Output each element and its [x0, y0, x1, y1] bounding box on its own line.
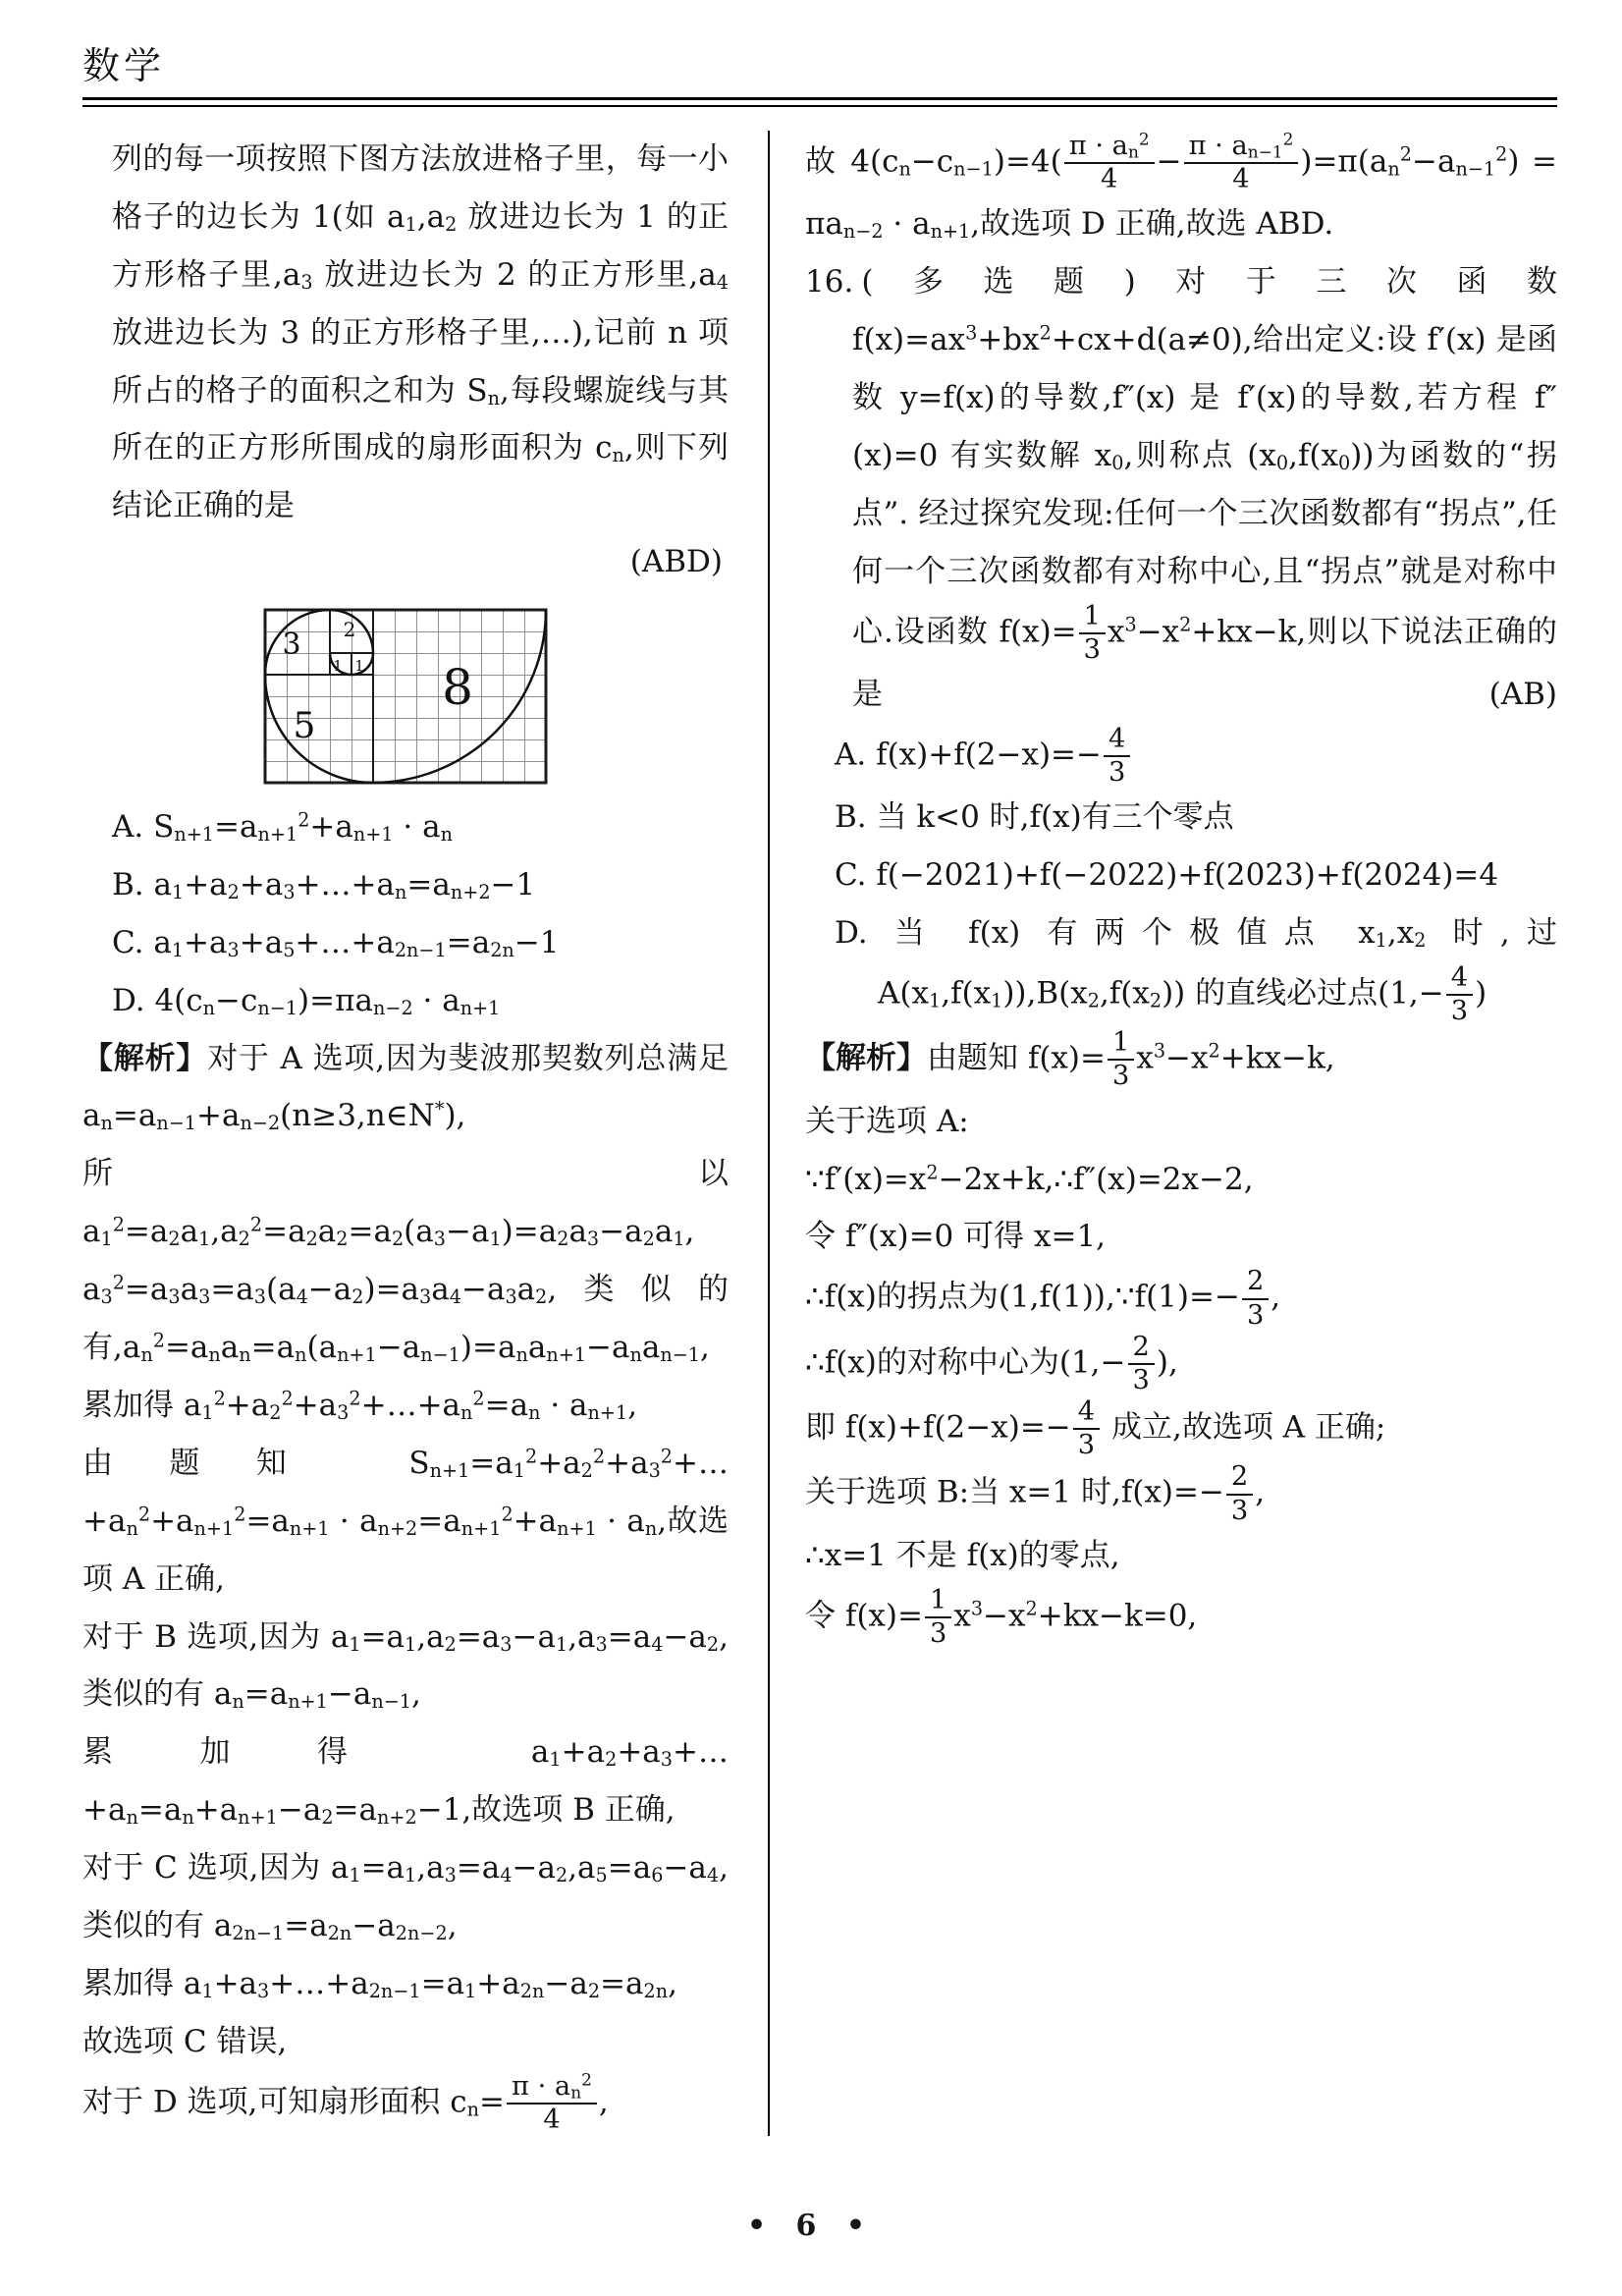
fraction: $\frac{2}{3}$ [1224, 1461, 1255, 1526]
square-label-1b: 1 [354, 657, 364, 676]
solution-paragraph: 累加得 $a_1+a_2+a_3+\dots+a_n=a_n+a_{n+1}-a_2=a_{n+2}-1$,故选项 B 正确, [82, 1734, 729, 1830]
square-label-5: 5 [293, 706, 316, 747]
solution-marker: 【解析】 [82, 1040, 208, 1076]
problem-statement: 列的每一项按照下图方法放进格子里，每一小格子的边长为 1(如 $a_1,a_2$ 放进边长为 1 的正方形格子里$,a_3$ 放进边长为 2 的正方形里$,a_4$ 放进边长为 3 的正方形格子里,…),记前 n 项所占的格子的面积之和为 $S_n$,每段螺旋线与其所在的正方形所围成的扇形面积为 $c_n$,则下列结论正确的是 [112, 141, 730, 524]
two-column-layout [82, 131, 1557, 2136]
fraction: $\frac{2}{3}$ [1126, 1332, 1157, 1396]
solution-paragraph: $\because f'(x)=x^2-2x+k,\therefore f''(x)=2x-2$, [805, 1161, 1254, 1197]
solution-paragraph: 对于 B 选项,因为 $a_1=a_1,a_2=a_3-a_1,a_3=a_4-a_2$,类似的有 $a_n=a_{n+1}-a_{n-1}$, [82, 1618, 729, 1714]
solution-paragraph: $a_3^2=a_3a_3=a_3(a_4-a_2)=a_3a_4-a_3a_2$,类似的有$,a_n^2=a_na_n=a_n(a_{n+1}-a_{n-1})=a_na_{n+1}-a_na_{n-1}$, [82, 1271, 729, 1367]
solution-paragraph: 故选项 C 错误, [82, 2023, 288, 2059]
spiral-curve [265, 610, 546, 783]
figure-grid [265, 610, 546, 783]
solution-marker: 【解析】 [805, 1040, 927, 1076]
right-column [770, 131, 1557, 2136]
answer-label: (ABD) [629, 544, 723, 580]
problem-item: 16. (多选题)对于三次函数 $f(x)=ax^3+bx^2+cx+d(a\ne 0)$,给出定义:设 f′(x) 是函数 y=f(x)的导数,f″(x) 是 f′(x)的导数,若方程 f″(x)=0 有实数解 $x_0$,则称点 $(x_0,f(x_0))$为函数的“拐点”. 经过探究发现:任何一个三次函数都有“拐点”,任何一个三次函数都有对称中心,且“拐点”就是对称中心.设函数 f(x)= $\frac{1}{3}$ $x^3-x^2+kx-k$,则以下说法正确的是 (AB) [805, 253, 1557, 724]
problem-number: 16. [805, 264, 854, 301]
fraction: $\frac{4}{3}$ [1444, 962, 1475, 1027]
square-label-8: 8 [442, 659, 473, 717]
option-item: B. 当 k<0 时,f(x)有三个零点 [835, 799, 1234, 836]
fraction: $\frac{1}{3}$ [1106, 1027, 1136, 1092]
fraction: $\frac{1}{3}$ [1077, 601, 1108, 666]
solution-paragraph: 【解析】由题知 f(x)= $\frac{1}{3}$ $x^3-x^2+kx-k$, [805, 1027, 1335, 1092]
answer-label: (AB) [1488, 676, 1557, 712]
solution-paragraph: ∴f(x)的对称中心为(1,− $\frac{2}{3}$ ), [805, 1331, 1178, 1395]
fibonacci-spiral-svg [265, 610, 546, 783]
solution-paragraph: ∴f(x)的拐点为(1,f(1)),∵f(1)=− $\frac{2}{3}$ , [805, 1266, 1281, 1331]
option-item: C. f(−2021)+f(−2022)+f(2023)+f(2024)=4 [835, 857, 1499, 894]
solution-paragraph: 关于选项 A: [805, 1103, 969, 1139]
solution-paragraph: 令 f″(x)=0 可得 x=1, [805, 1219, 1107, 1255]
solution-paragraph: ∴x=1 不是 f(x)的零点, [805, 1537, 1120, 1573]
header-rule [82, 97, 1557, 107]
fraction: $\frac{1}{3}$ [923, 1585, 953, 1650]
page-header [82, 35, 1557, 107]
solution-paragraph: 即 f(x)+f(2−x)=− $\frac{4}{3}$ 成立,故选项 A 正确; [805, 1396, 1386, 1461]
fibonacci-spiral-figure [265, 610, 546, 783]
option-item: A. f(x)+f(2−x)=− $\frac{4}{3}$ [805, 724, 1557, 789]
solution-paragraph: 令 f(x)= $\frac{1}{3}$ $x^3-x^2+kx-k=0$, [805, 1584, 1198, 1649]
solution-paragraph: 【解析】对于 A 选项,因为斐波那契数列总满足 $a_n=a_{n-1}+a_{n-2}(n\ge 3,n\in N^*)$, [82, 1040, 729, 1135]
solution-paragraph: 由题知 $S_{n+1}=a_1^2+a_2^2+a_3^2+\dots+a_n^2+a_{n+1}^2=a_{n+1} \cdot a_{n+2}=a_{n+1}^2+a_{n+1} \cdot a_n$,故选项 A 正确, [82, 1445, 729, 1597]
fraction: $\frac{\pi \cdot a_{n-1}^2}{4}$ [1182, 131, 1301, 195]
solution-paragraph: 累加得 $a_1^2+a_2^2+a_3^2+\dots+a_n^2=a_n \cdot a_{n+1}$, [82, 1387, 638, 1425]
fraction: $\frac{\pi \cdot a_n^2}{4}$ [505, 2071, 599, 2136]
square-label-1a: 1 [333, 657, 343, 676]
option-item: C. $a_1+a_3+a_5+\dots+a_{2n-1}=a_{2n}-1$ [112, 924, 560, 962]
option-item: B. $a_1+a_2+a_3+\dots+a_n=a_{n+2}-1$ [112, 866, 536, 904]
square-label-2: 2 [343, 618, 356, 642]
fraction: $\frac{4}{3}$ [1071, 1396, 1102, 1461]
fraction: $\frac{2}{3}$ [1240, 1266, 1271, 1331]
subject-title: 数学 [82, 44, 166, 87]
solution-paragraph: 对于 D 选项,可知扇形面积 $c_n=$ $\frac{\pi \cdot a_n^2}{4}$ , [82, 2069, 609, 2135]
fraction: $\frac{\pi \cdot a_n^2}{4}$ [1062, 131, 1157, 195]
solution-paragraph: 累加得 $a_1+a_3+\dots+a_{2n-1}=a_1+a_{2n}-a_2=a_{2n}$, [82, 1965, 677, 2003]
option-item: A. $S_{n+1}=a_{n+1}^2+a_{n+1} \cdot a_n$ [112, 808, 453, 847]
solution-paragraph: 关于选项 B:当 x=1 时,f(x)=− $\frac{2}{3}$ , [805, 1461, 1266, 1526]
square-label-3: 3 [282, 628, 301, 663]
option-item: D. $4(c_n-c_{n-1})=\pi a_{n-2} \cdot a_{n+1}$ [112, 982, 501, 1019]
figure-border [265, 610, 546, 783]
solution-paragraph: 所以 $a_1^2=a_2a_1,a_2^2=a_2a_2=a_2(a_3-a_1)=a_2a_3-a_2a_1$, [82, 1156, 729, 1251]
fraction: $\frac{4}{3}$ [1102, 724, 1132, 789]
left-column [82, 131, 768, 2136]
solution-paragraph: 故 $4(c_n-c_{n-1})=4$( $\frac{\pi \cdot a_n^2}{4}$ − $\frac{\pi \cdot a_{n-1}^2}{4}$ )$=\pi(a_n^2-a_{n-1}^2) = \pi a_{n-2} \cdot a_{n+1}$,故选项 D 正确,故选 ABD. [805, 129, 1557, 244]
solution-paragraph: 对于 C 选项,因为 $a_1=a_1,a_3=a_4-a_2,a_5=a_6-a_4$,类似的有 $a_{2n-1}=a_{2n}-a_{2n-2}$, [82, 1850, 729, 1945]
option-item: D. 当 f(x) 有两个极值点 $x_1,x_2$ 时,过 $A(x_1,f(x_1)),B(x_2,f(x_2))$ 的直线必过点(1,− $\frac{4}{3}$ ) [835, 915, 1557, 1027]
page-number: • 6 • [746, 2209, 876, 2243]
